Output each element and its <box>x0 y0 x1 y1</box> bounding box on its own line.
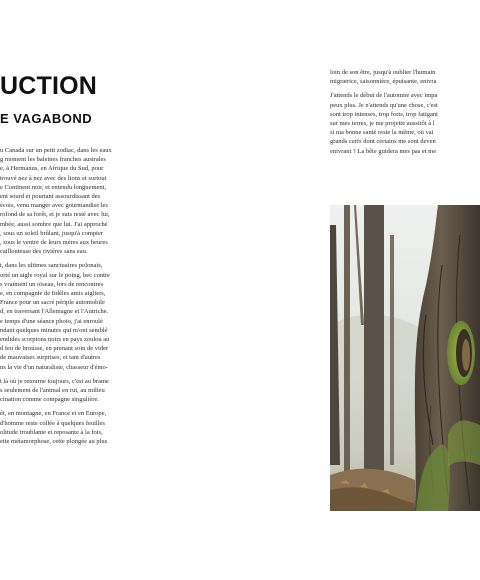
text-line: sur mes terres, je me projette aussitôt à l <box>330 120 435 128</box>
text-line: endides scorpions noirs en pays zoulou au <box>0 336 110 344</box>
text-line: orté un aigle royal sur le poing, bec contre <box>0 271 110 279</box>
text-line: , sous un soleil brûlant, jusqu'à compter <box>0 229 103 237</box>
text-line: t, dans les ultimes sanctuaires polonais, <box>0 262 103 270</box>
text-line: enivrant ? La bête guidera mes pas et me <box>330 147 437 155</box>
text-line: e temps d'une séance photo, j'ai enroulé <box>0 317 103 325</box>
paragraph <box>330 91 480 155</box>
text-line: d feu de brousse, en prenant soin de vider <box>0 345 109 353</box>
forest-tree-photo-icon <box>330 205 480 511</box>
text-line: ette métamorphose, cette plongée au plus <box>0 438 108 446</box>
paragraph <box>330 68 480 86</box>
paragraph <box>0 377 156 405</box>
text-line: u Canada sur un petit zodiac, dans les eaux <box>0 147 112 154</box>
text-line: , sous le ventre de leurs mères aux heures <box>0 239 108 247</box>
text-line: e Continent noir, et entendu longuement, <box>0 183 107 191</box>
text-line: ns la vie d'un naturaliste, chasseur d'émo- <box>0 363 108 371</box>
text-line: sont trop intenses, trop forts, trop fatigant <box>330 110 438 118</box>
text-line: grands cerfs dont certains me sont deven <box>330 138 436 146</box>
text-line: ent sourd et pourtant assourdissant des <box>0 193 101 201</box>
text-line: s seulement de l'animal en rut, au milieu <box>0 387 105 395</box>
text-line: olitude troublante et reposante à la fois, <box>0 428 103 436</box>
text-line: caillouteuse des rivières sans eau. <box>0 248 88 256</box>
text-line: d'homme reste collée à quelques feuilles <box>0 419 105 427</box>
text-line: e, en compagnie de fidèles amis aigliers, <box>0 290 106 298</box>
text-line: rofond de sa forêt, et je suis resté avec lui, <box>0 211 110 219</box>
paragraph <box>0 146 156 256</box>
text-line: ndant quelques minutes qui m'ont semblé <box>0 326 108 334</box>
forest-photo <box>330 205 480 511</box>
paragraph <box>0 409 156 446</box>
chapter-title: UCTION <box>0 72 98 100</box>
text-line: cination comme compagne singulière. <box>0 396 99 404</box>
text-line: écois, venu manger avec gourmandise les <box>0 202 108 210</box>
text-line: t là où je retourne toujours, c'est au brame <box>0 377 109 385</box>
text-line: de mauvaises surprises, et tant d'autres <box>0 354 101 362</box>
paragraph <box>0 261 156 371</box>
chapter-subtitle: E VAGABOND <box>0 111 93 126</box>
right-text-column <box>330 68 480 161</box>
text-line: J'attends le début de l'automne avec impa <box>330 92 438 100</box>
text-line: trouvé nez à nez avec des lions et surtout <box>0 174 107 182</box>
text-line: g moment les baleines franches australes <box>0 156 106 164</box>
text-line: mbée, aussi sombre que lui. J'ai approché <box>0 220 108 228</box>
text-line: êt, en montagne, en France et en Europe, <box>0 410 107 418</box>
text-line: e, à Hermanus, en Afrique du Sud, pour <box>0 165 104 173</box>
text-line: France pour un sacré périple automobile <box>0 299 105 307</box>
left-text-column <box>0 146 156 451</box>
text-line: migratrice, saisonnière, épuisante, enivra <box>330 78 437 86</box>
text-line: si ma bonne santé reste la même, où vai <box>330 129 434 137</box>
text-line: loin de son être, jusqu'à oublier l'humain <box>330 69 436 76</box>
text-line: s vraiment un oiseau, lors de rencontres <box>0 280 104 288</box>
text-line: d, en traversant l'Allemagne et l'Autriche. <box>0 308 109 316</box>
text-line: peux plus. Je n'attends qu'une chose, c'est <box>330 101 438 109</box>
